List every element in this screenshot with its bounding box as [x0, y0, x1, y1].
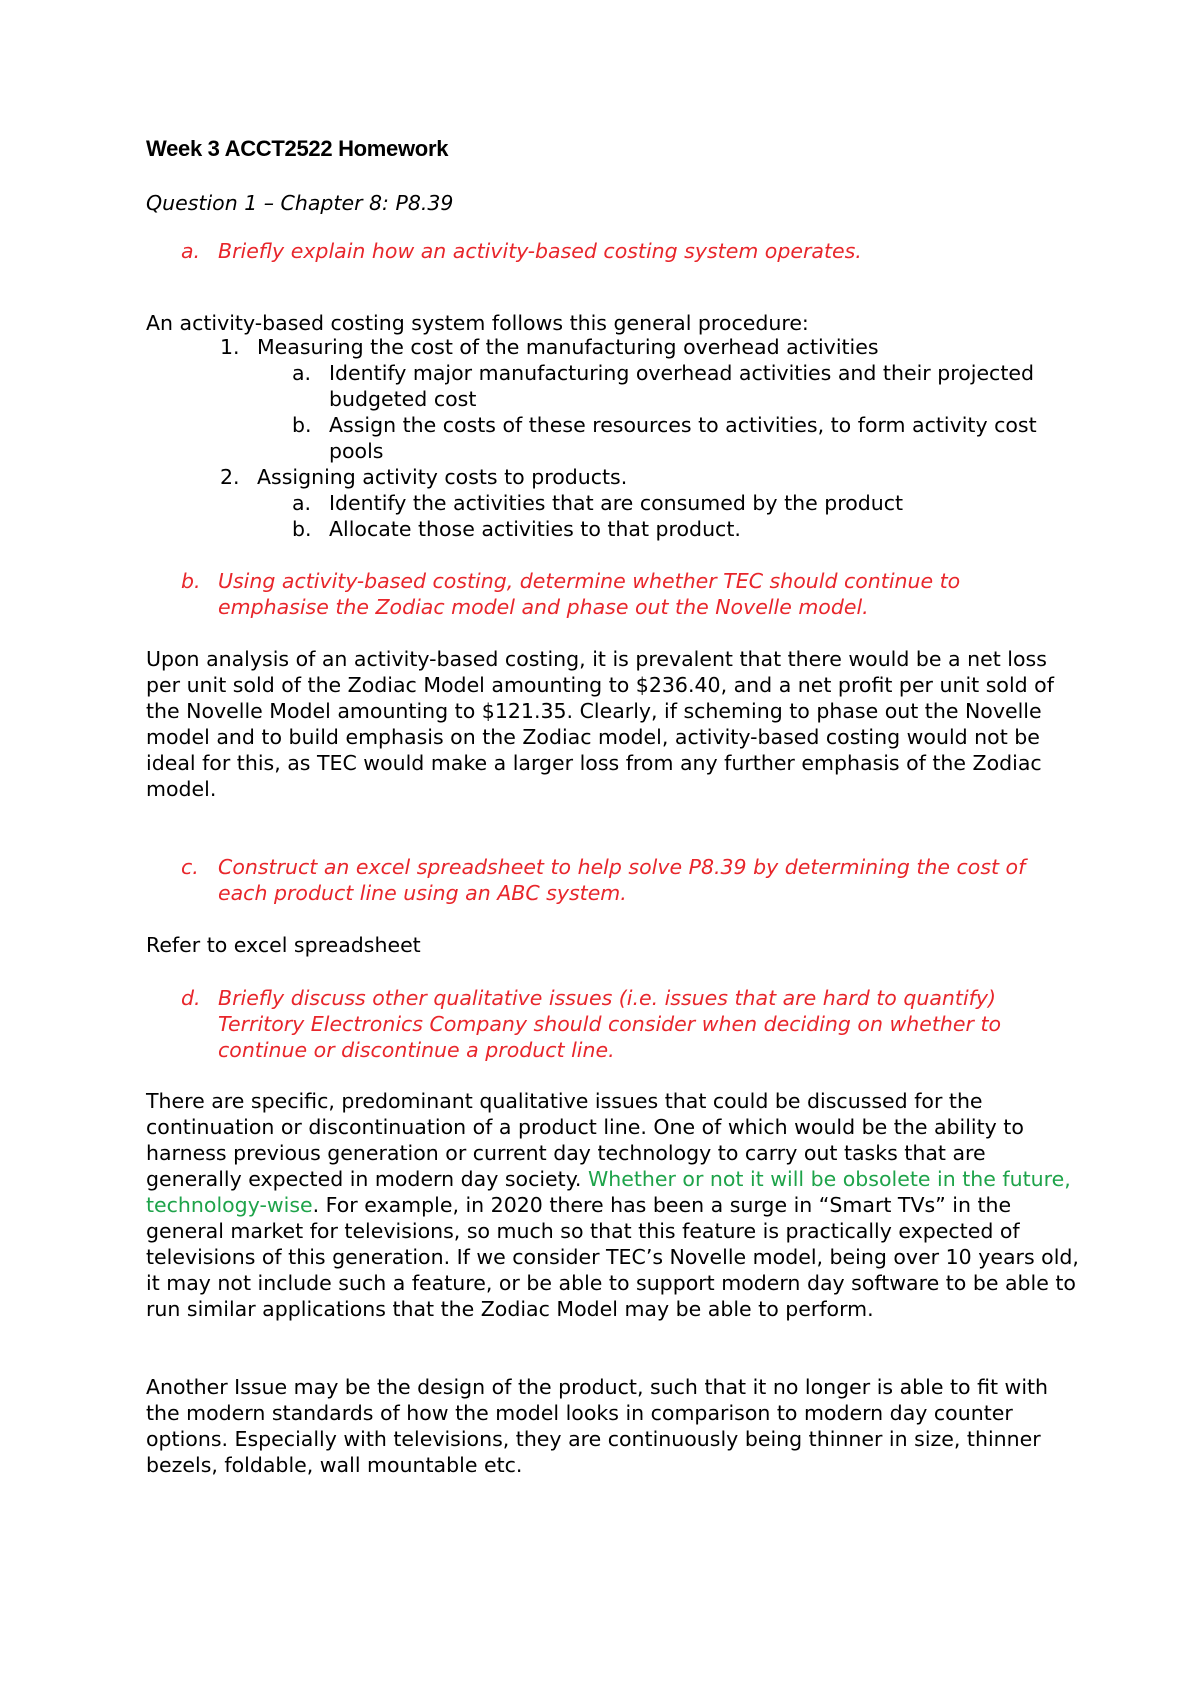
sub-step-marker: a.	[292, 491, 312, 515]
sub-step-marker: a.	[292, 361, 312, 385]
part-c-marker: c.	[181, 855, 199, 879]
part-c-answer: Refer to excel spreadsheet	[146, 933, 421, 957]
part-d-marker: d.	[181, 986, 201, 1010]
document-title: Week 3 ACCT2522 Homework	[146, 136, 449, 161]
part-b-answer: Upon analysis of an activity-based costing, it is prevalent that there would be a net loss per unit sold of the Zodiac Model amounting to $236.40, and a net profit per unit sold of the Novelle Model amounting to $121.35. Clearly, if scheming to phase out the Novelle model and to build emphasis on the Zodiac model, activity-based costing would not be ideal for this, as TEC would make a larger loss from any further emphasis of the Zodiac model.	[146, 647, 1054, 801]
sub-step-item	[292, 412, 1072, 464]
part-a-marker: a.	[181, 239, 201, 263]
step-text: Measuring the cost of the manufacturing overhead activities	[257, 335, 879, 359]
part-a-prompt	[181, 238, 1061, 264]
sub-step-item	[292, 516, 1072, 542]
sub-step-text: Assign the costs of these resources to activities, to form activity cost pools	[329, 413, 1037, 463]
sub-step-text: Identify major manufacturing overhead activities and their projected budgeted cost	[329, 361, 1034, 411]
sub-step-text: Allocate those activities to that product.	[329, 517, 741, 541]
highlighted-text: Whether or not it will be obsolete in the future, technology-wise	[146, 1167, 1071, 1217]
part-c-prompt-text: Construct an excel spreadsheet to help solve P8.39 by determining the cost of each product line using an ABC system.	[218, 855, 1026, 905]
part-d-prompt	[181, 985, 1061, 1063]
part-d-answer-paragraph-2: Another Issue may be the design of the product, such that it no longer is able to fit with the modern standards of how the model looks in comparison to modern day counter options. Especially with televisions, they are continuously being thinner in size, thinner bezels, foldable, wall mountable etc.	[146, 1375, 1049, 1477]
sub-step-item	[292, 490, 1072, 516]
question-heading: Question 1 – Chapter 8: P8.39	[146, 191, 454, 215]
sub-step-marker: b.	[292, 517, 312, 541]
part-b-prompt	[181, 568, 1061, 620]
part-c-prompt	[181, 854, 1061, 906]
step-marker: 2.	[220, 465, 240, 489]
step-marker: 1.	[220, 335, 240, 359]
step-item	[220, 464, 1050, 490]
step-item	[220, 334, 1050, 360]
sub-step-text: Identify the activities that are consumed by the product	[329, 491, 904, 515]
part-b-prompt-text: Using activity-based costing, determine whether TEC should continue to emphasise the Zodiac model and phase out the Novelle model.	[218, 569, 961, 619]
sub-step-item	[292, 360, 1072, 412]
part-a-intro: An activity-based costing system follows this general procedure:	[146, 311, 809, 335]
sub-step-marker: b.	[292, 413, 312, 437]
part-d-prompt-text: Briefly discuss other qualitative issues (i.e. issues that are hard to quantify) Territory Electronics Company should consider when deciding on whether to continue or discontinue a product line.	[218, 986, 1002, 1062]
part-d-answer-paragraph-1	[146, 1088, 1086, 1322]
answer-text: There are specific, predominant qualitative issues that could be discussed for the continuation or discontinuation of a product line. One of which would be the ability to harness previous generation or current day technology to carry out tasks that are generally expected in modern day society.	[146, 1089, 1024, 1191]
step-text: Assigning activity costs to products.	[257, 465, 628, 489]
part-b-marker: b.	[181, 569, 201, 593]
part-a-prompt-text: Briefly explain how an activity-based costing system operates.	[218, 239, 862, 263]
answer-text: . For example, in 2020 there has been a surge in “Smart TVs” in the general market for televisions, so much so that this feature is practically expected of televisions of this generation. If we consider TEC’s Novelle model, being over 10 years old, it may not include such a feature, or be able to support modern day software to be able to run similar applications that the Zodiac Model may be able to perform.	[146, 1193, 1079, 1321]
